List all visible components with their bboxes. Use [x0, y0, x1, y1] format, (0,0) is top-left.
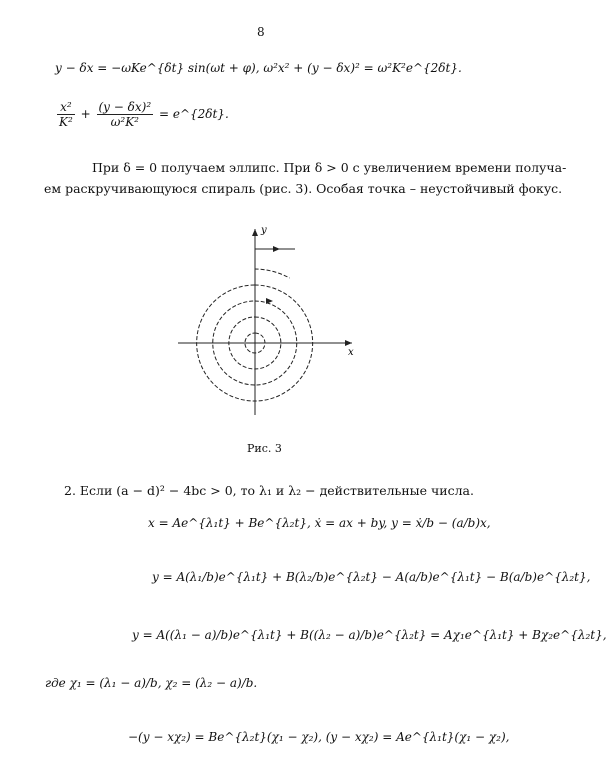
fraction-numerator: x² — [57, 100, 75, 115]
x-axis-arrow — [345, 340, 352, 346]
equation-6: где χ₁ = (λ₁ − a)/b, χ₂ = (λ₂ − a)/b. — [45, 676, 258, 690]
plus-sign: + — [80, 107, 91, 121]
equation-7: −(y − xχ₂) = Be^{λ₂t}(χ₁ − χ₂), (y − xχ₂) = Ae^{λ₁t}(χ₁ − χ₂), — [128, 730, 510, 744]
equation-2 — [55, 100, 229, 129]
equation-1: y − δx = −ωKe^{δt} sin(ωt + φ), ω²x² + (y − δx)² = ω²K²e^{2δt}. — [55, 61, 462, 75]
equation-3: x = Ae^{λ₁t} + Be^{λ₂t}, ẋ = ax + by, y = ẋ/b − (a/b)x, — [148, 516, 491, 530]
page-number: 8 — [257, 25, 265, 39]
fraction-denominator: K² — [59, 115, 73, 129]
fraction-denominator: ω²K² — [110, 115, 139, 129]
spiral-arrow-outer — [273, 246, 280, 252]
paragraph-1-line-2: ем раскручивающуюся спираль (рис. 3). Особая точка – неустойчивый фокус. — [44, 181, 563, 196]
fraction-y-dx-over-wk — [97, 100, 154, 129]
spiral-arrow-inner — [266, 298, 273, 304]
fraction-numerator: (y − δx)² — [98, 100, 152, 114]
equation-5: y = A((λ₁ − a)/b)e^{λ₁t} + B((λ₂ − a)/b)e^{λ₂t} = Aχ₁e^{λ₁t} + Bχ₂e^{λ₂t}, — [132, 628, 607, 642]
paragraph-2: 2. Если (a − d)² − 4bc > 0, то λ₁ и λ₂ − действительные числа. — [64, 483, 474, 498]
figure-caption: Рис. 3 — [247, 442, 282, 455]
equation-rhs: = e^{2δt}. — [158, 107, 229, 121]
x-axis-label: x — [348, 347, 354, 358]
fraction-x2-over-k2 — [57, 100, 75, 129]
y-axis-arrow — [252, 229, 258, 236]
y-axis-label: y — [261, 225, 267, 236]
paragraph-1-line-1: При δ = 0 получаем эллипс. При δ > 0 с увеличением времени получа- — [92, 160, 567, 175]
equation-4: y = A(λ₁/b)e^{λ₁t} + B(λ₂/b)e^{λ₂t} − A(a/b)e^{λ₁t} − B(a/b)e^{λ₂t}, — [152, 570, 591, 584]
spiral-figure — [170, 215, 360, 425]
